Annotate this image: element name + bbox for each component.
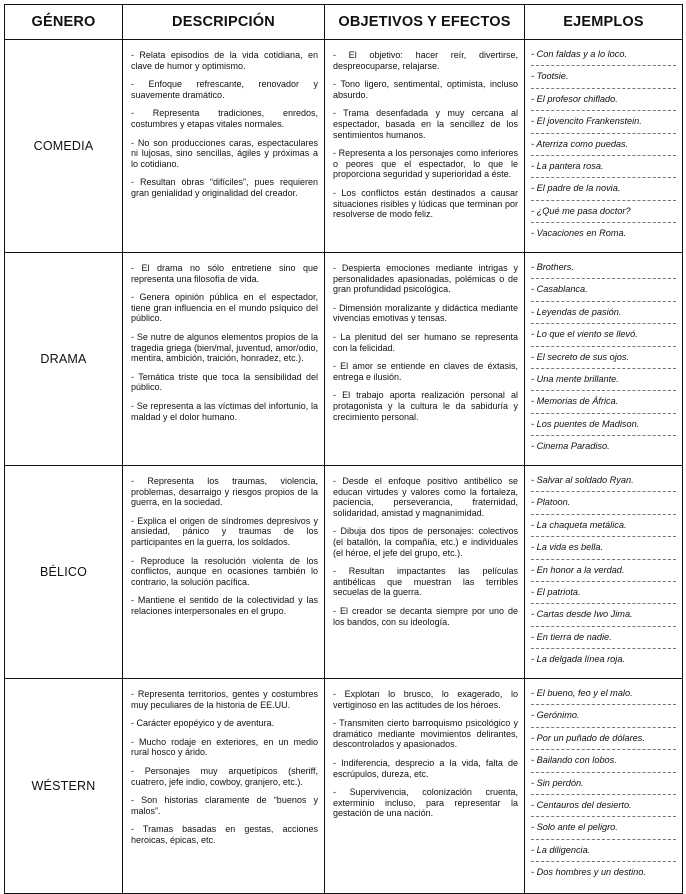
example-item: - Los puentes de Madison. bbox=[531, 414, 676, 436]
example-item: - Leyendas de pasión. bbox=[531, 302, 676, 324]
objective-item: - Representa a los personajes como inferiores o peores que el espectador, lo que le proporciona seguridad y superioridad a éste. bbox=[333, 148, 518, 180]
example-item: - Cinema Paradiso. bbox=[531, 441, 610, 452]
example-item: - Cartas desde Iwo Jima. bbox=[531, 604, 676, 626]
description-cell bbox=[123, 253, 325, 466]
example-item: - En tierra de nadie. bbox=[531, 627, 676, 649]
example-item: - En honor a la verdad. bbox=[531, 560, 676, 582]
description-item: - Resultan obras “difíciles”, pues requieren gran genialidad y originalidad del creador. bbox=[131, 177, 318, 198]
description-item: - No son producciones caras, espectaculares ni lujosas, sino sencillas, ágiles y próximas a lo cotidiano. bbox=[131, 137, 318, 169]
description-item: - El drama no sólo entretiene sino que representa una filosofía de vida. bbox=[131, 263, 318, 284]
table-row bbox=[5, 253, 683, 466]
objective-item: - Trama desenfadada y muy cercana al espectador, basada en la sencillez de los sentimientos humanos. bbox=[333, 108, 518, 140]
objective-item: - El objetivo: hacer reír, divertirse, despreocuparse, relajarse. bbox=[333, 50, 518, 71]
description-item: - Se representa a las víctimas del infortunio, la maldad y el dolor humano. bbox=[131, 400, 318, 422]
description-item: - Enfoque refrescante, renovador y suavemente dramático. bbox=[131, 79, 318, 100]
objective-item: - Indiferencia, desprecio a la vida, falta de escrúpulos, dureza, etc. bbox=[333, 757, 518, 779]
description-item: - Relata episodios de la vida cotidiana, en clave de humor y optimismo. bbox=[131, 50, 318, 71]
example-item: - Por un puñado de dólares. bbox=[531, 728, 676, 750]
objective-item: - Desde el enfoque positivo antibélico se educan virtudes y valores como la fortaleza, paciencia, perseverancia, fraternidad, solidaridad, amistad y magnanimidad. bbox=[333, 476, 518, 518]
example-item: - ¿Qué me pasa doctor? bbox=[531, 201, 676, 223]
example-item: - Platoon. bbox=[531, 492, 676, 514]
header-objectives: OBJETIVOS Y EFECTOS bbox=[325, 5, 525, 40]
example-item: - El padre de la novia. bbox=[531, 178, 676, 200]
description-cell bbox=[123, 466, 325, 679]
objectives-cell bbox=[325, 253, 525, 466]
description-cell bbox=[123, 679, 325, 894]
example-item: - El patriota. bbox=[531, 582, 676, 604]
example-item: - La delgada línea roja. bbox=[531, 654, 625, 665]
description-item: - Personajes muy arquetípicos (sheriff, cuatrero, jefe indio, cowboy, granjero, etc.). bbox=[131, 765, 318, 787]
example-item: - El secreto de sus ojos. bbox=[531, 347, 676, 369]
example-item: - La diligencia. bbox=[531, 840, 676, 862]
example-item: - Salvar al soldado Ryan. bbox=[531, 470, 676, 492]
objective-item: - El trabajo aporta realización personal al protagonista y la cultura le da sabiduría y crecimiento personal. bbox=[333, 390, 518, 422]
examples-cell bbox=[525, 40, 683, 253]
objective-item: - Tono ligero, sentimental, optimista, incluso absurdo. bbox=[333, 79, 518, 100]
example-item: - Una mente brillante. bbox=[531, 369, 676, 391]
header-description: DESCRIPCIÓN bbox=[123, 5, 325, 40]
objective-item: - Despierta emociones mediante intrigas y personalidades apasionadas, polémicas o de gran profundidad psicológica. bbox=[333, 263, 518, 295]
description-item: - Carácter epopéyico y de aventura. bbox=[131, 718, 275, 729]
description-item: - Explica el origen de síndromes depresivos y ansiedad, pánico y traumas de los participantes en la guerra, los soldados. bbox=[131, 515, 318, 547]
objective-item: - Los conflictos están destinados a causar situaciones risibles y lúdicas que terminan por resolverse de modo feliz. bbox=[333, 187, 518, 220]
table-row bbox=[5, 679, 683, 894]
genre-table-frame bbox=[4, 4, 682, 878]
description-item: - Representa tradiciones, enredos, costumbres y etapas vitales normales. bbox=[131, 108, 318, 129]
example-item: - Tootsie. bbox=[531, 66, 676, 88]
description-item: - Tramas basadas en gestas, acciones heroicas, épicas, etc. bbox=[131, 824, 318, 845]
header-examples: EJEMPLOS bbox=[525, 5, 683, 40]
example-item: - Solo ante el peligro. bbox=[531, 817, 676, 839]
film-genre-table bbox=[4, 4, 683, 894]
objective-item: - Explotan lo brusco, lo exagerado, lo vertiginoso en las actitudes de los héroes. bbox=[333, 689, 518, 710]
header-genre: GÉNERO bbox=[5, 5, 123, 40]
description-item: - Representa territorios, gentes y costumbres muy peculiares de la historia de EE.UU. bbox=[131, 689, 318, 710]
genre-cell: BÉLICO bbox=[5, 466, 123, 679]
example-item: - Vacaciones en Roma. bbox=[531, 228, 627, 239]
example-item: - Bailando con lobos. bbox=[531, 750, 676, 772]
objective-item: - Resultan impactantes las películas antibélicas que muestran las terribles secuelas de la guerra. bbox=[333, 566, 518, 598]
objective-item: - Transmiten cierto barroquismo psicológico y dramático mediante movimientos delirantes, descontrolados y apasionados. bbox=[333, 718, 518, 750]
table-row bbox=[5, 466, 683, 679]
genre-cell: COMEDIA bbox=[5, 40, 123, 253]
example-item: - Casablanca. bbox=[531, 279, 676, 301]
examples-cell bbox=[525, 679, 683, 894]
description-item: - Representa los traumas, violencia, problemas, desarraigo y riesgos propios de la guerra, en la sociedad. bbox=[131, 476, 318, 508]
objective-item: - El creador se decanta siempre por uno de los bandos, con su ideología. bbox=[333, 605, 518, 627]
example-item: - Lo que el viento se llevó. bbox=[531, 324, 676, 346]
example-item: - El bueno, feo y el malo. bbox=[531, 683, 676, 705]
example-item: - Aterriza como puedas. bbox=[531, 134, 676, 156]
example-item: - Con faldas y a lo loco. bbox=[531, 44, 676, 66]
description-item: - Temática triste que toca la sensibilidad del público. bbox=[131, 371, 318, 393]
description-item: - Se nutre de algunos elementos propios de la tragedia griega (bien/mal, juventud, amor/odio, mentira, ambición, traición, honradez, etc.). bbox=[131, 331, 318, 364]
description-item: - Reproduce la resolución violenta de los conflictos, aunque en ocasiones también lo contrario, la solución pacífica. bbox=[131, 555, 318, 587]
objective-item: - Dibuja dos tipos de personajes: colectivos (el batallón, la compañía, etc.) e individuales (el héroe, el jefe del grupo, etc.). bbox=[333, 526, 518, 558]
table-row bbox=[5, 40, 683, 253]
description-item: - Son historias claramente de “buenos y malos”. bbox=[131, 795, 318, 816]
genre-cell: DRAMA bbox=[5, 253, 123, 466]
header-row bbox=[5, 5, 683, 40]
example-item: - La pantera rosa. bbox=[531, 156, 676, 178]
objective-item: - La plenitud del ser humano se representa con la felicidad. bbox=[333, 331, 518, 353]
description-item: - Genera opinión pública en el espectador, tiene gran influencia en el mundo psíquico del público. bbox=[131, 292, 318, 324]
example-item: - Memorias de África. bbox=[531, 391, 676, 413]
objectives-cell bbox=[325, 466, 525, 679]
example-item: - Brothers. bbox=[531, 257, 676, 279]
description-cell bbox=[123, 40, 325, 253]
example-item: - La chaqueta metálica. bbox=[531, 515, 676, 537]
examples-cell bbox=[525, 253, 683, 466]
example-item: - Dos hombres y un destino. bbox=[531, 867, 646, 878]
example-item: - El jovencito Frankenstein. bbox=[531, 111, 676, 133]
example-item: - La vida es bella. bbox=[531, 537, 676, 559]
examples-cell bbox=[525, 466, 683, 679]
objective-item: - El amor se entiende en claves de éxtasis, entrega e ilusión. bbox=[333, 361, 518, 382]
example-item: - El profesor chiflado. bbox=[531, 89, 676, 111]
example-item: - Gerónimo. bbox=[531, 705, 676, 727]
objectives-cell bbox=[325, 40, 525, 253]
objective-item: - Dimensión moralizante y didáctica mediante vivencias emotivas y tensas. bbox=[333, 302, 518, 324]
example-item: - Sin perdón. bbox=[531, 773, 676, 795]
description-item: - Mantiene el sentido de la colectividad y las relaciones interpersonales en el grupo. bbox=[131, 595, 318, 616]
genre-cell: WÉSTERN bbox=[5, 679, 123, 894]
objectives-cell bbox=[325, 679, 525, 894]
objective-item: - Supervivencia, colonización cruenta, exterminio incluso, para representar la gestación de una nación. bbox=[333, 787, 518, 819]
example-item: - Centauros del desierto. bbox=[531, 795, 676, 817]
description-item: - Mucho rodaje en exteriores, en un medio rural hosco y árido. bbox=[131, 736, 318, 758]
